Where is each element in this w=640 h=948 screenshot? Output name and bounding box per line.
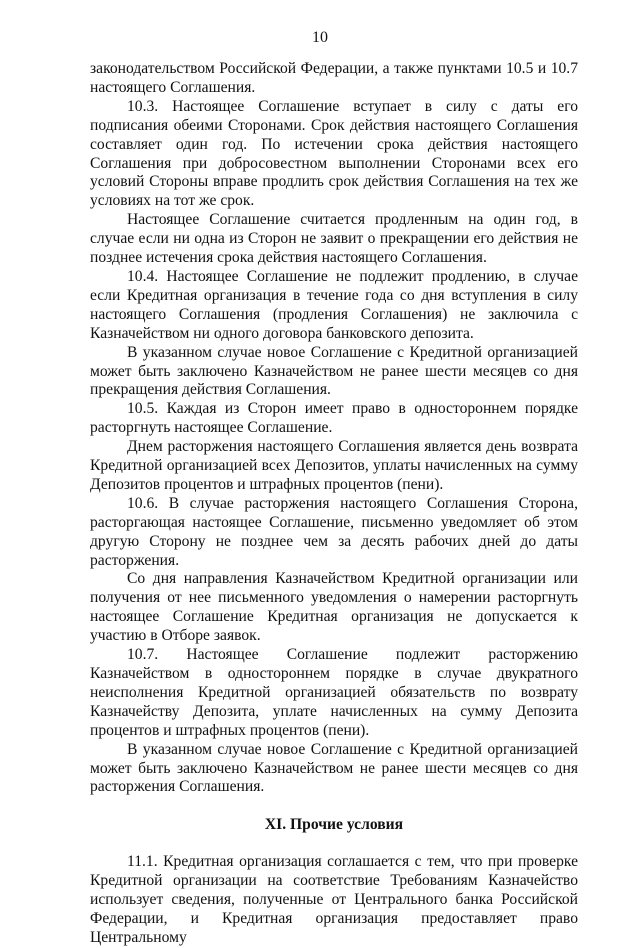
- paragraph-new-agreement-2: В указанном случае новое Соглашение с Кредитной организацией может быть заключено Казначейством не ранее шести месяцев со дня расторжения Соглашения.: [90, 740, 578, 796]
- paragraph-10-5: 10.5. Каждая из Сторон имеет право в одностороннем порядке расторгнуть настоящее Соглашение.: [90, 400, 578, 437]
- page-number: 10: [312, 29, 328, 46]
- paragraph-10-6: 10.6. В случае расторжения настоящего Соглашения Сторона, расторгающая настоящее Соглашение, письменно уведомляет об этом другую Сторону не позднее чем за десять рабочих дней до даты расторжения.: [90, 494, 578, 569]
- paragraph-continuation: законодательством Российской Федерации, а также пунктами 10.5 и 10.7 настоящего Соглашения.: [90, 60, 578, 96]
- document-body: [90, 60, 578, 948]
- section-title: XI. Прочие условия: [264, 816, 404, 834]
- paragraph-11-1: 11.1. Кредитная организация соглашается с тем, что при проверке Кредитной организации на соответствие Требованиям Казначейство использует сведения, полученные от Центрального банка Российской Федерации, и Кредитная организация предоставляет право Центральному: [90, 853, 578, 946]
- paragraph-extension: Настоящее Соглашение считается продленным на один год, в случае если ни одна из Сторон не заявит о прекращении его действия не позднее истечения срока действия настоящего Соглашения.: [90, 211, 578, 267]
- paragraph-10-3: 10.3. Настоящее Соглашение вступает в силу с даты его подписания обеими Сторонами. Срок действия настоящего Соглашения составляет один год. По истечении срока действия настоящего Соглашения при добросовестном выполнении Сторонами всех его условий Стороны вправе продлить срок действия Соглашения на тех же условиях на тот же срок.: [90, 97, 578, 210]
- paragraph-new-agreement-1: В указанном случае новое Соглашение с Кредитной организацией может быть заключено Казначейством не ранее шести месяцев со дня прекращения действия Соглашения.: [90, 343, 578, 399]
- paragraph-10-4: 10.4. Настоящее Соглашение не подлежит продлению, в случае если Кредитная организация в течение года со дня вступления в силу настоящего Соглашения (продления Соглашения) не заключила с Казначейством ни одного договора банковского депозита.: [90, 267, 578, 342]
- paragraph-notification: Со дня направления Казначейством Кредитной организации или получения от нее письменного уведомления о намерении расторгнуть настоящее Соглашение Кредитная организация не допускается к участию в Отборе заявок.: [90, 570, 578, 645]
- paragraph-termination-day: Днем расторжения настоящего Соглашения является день возврата Кредитной организацией всех Депозитов, уплаты начисленных на сумму Депозитов процентов и штрафных процентов (пени).: [90, 438, 578, 493]
- paragraph-10-7: 10.7. Настоящее Соглашение подлежит расторжению Казначейством в одностороннем порядке в случае двукратного неисполнения Кредитной организацией обязательств по возврату Казначейству Депозита, уплате начисленных на сумму Депозита процентов и штрафных процентов (пени).: [90, 646, 578, 739]
